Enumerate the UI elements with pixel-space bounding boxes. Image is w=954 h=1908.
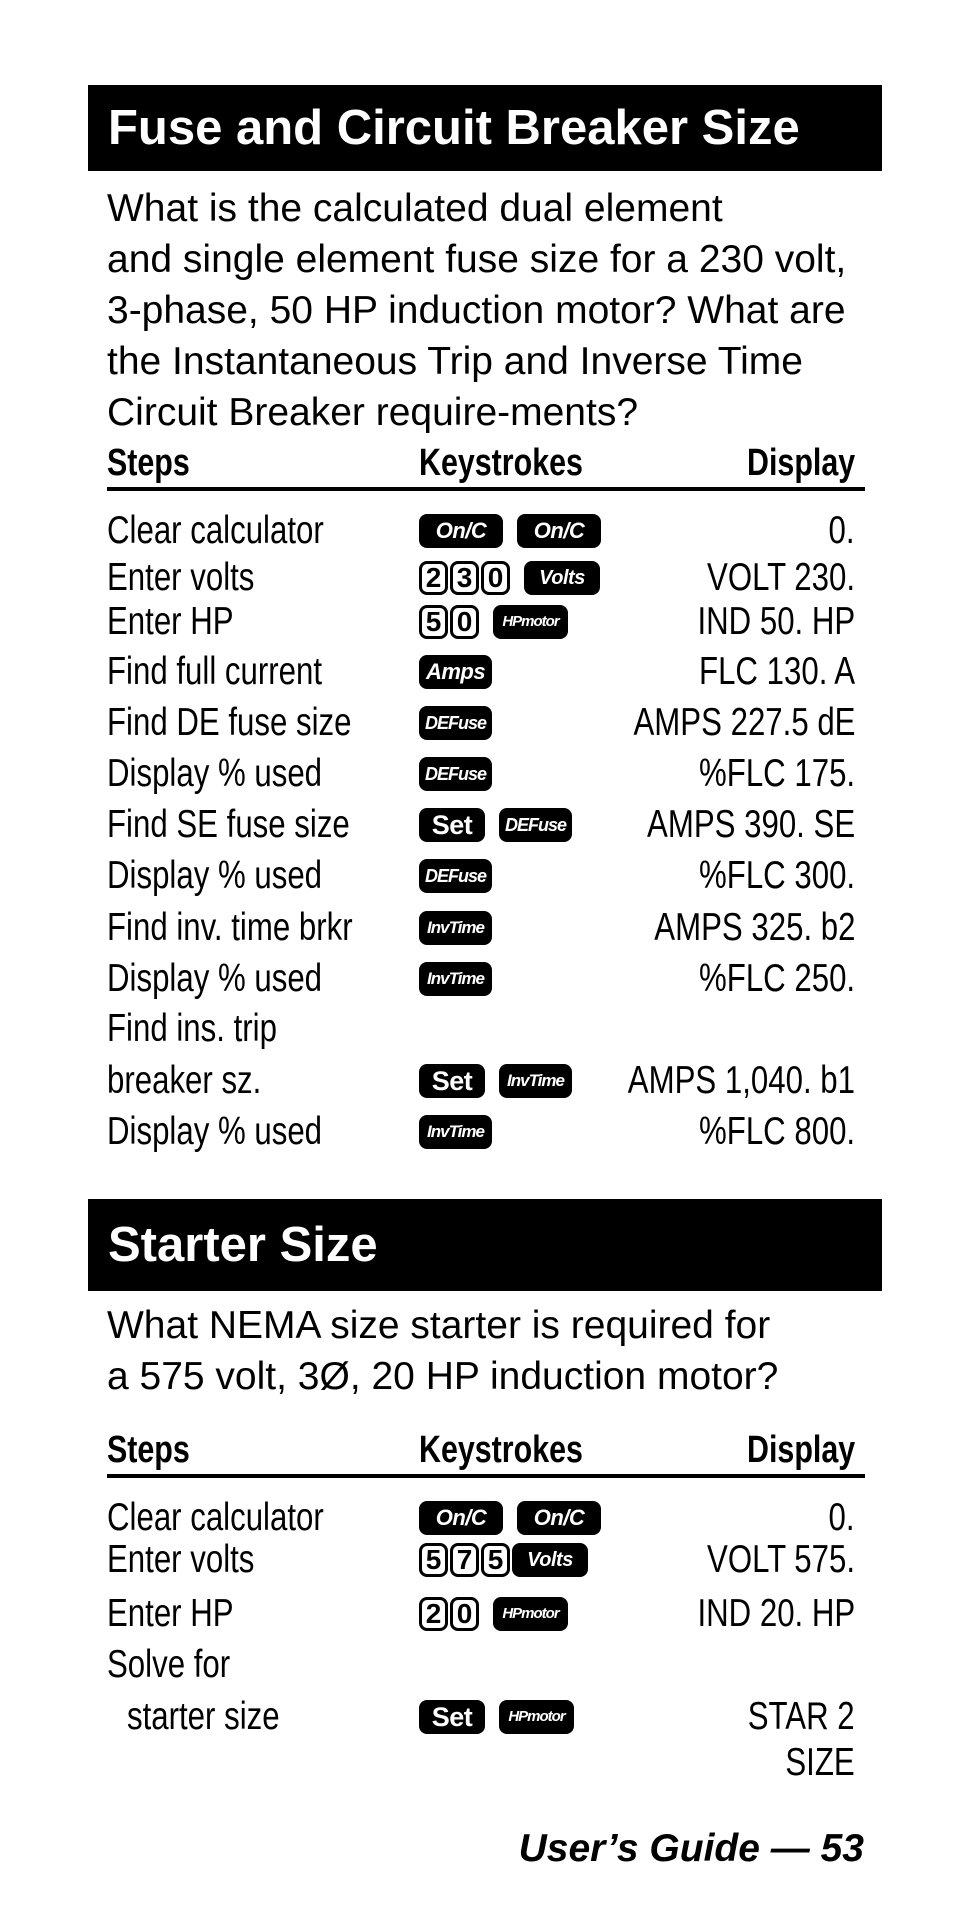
table-row: [0, 1058, 954, 1104]
table-row: [0, 956, 954, 1002]
digit-key: 5: [419, 605, 448, 639]
question-line: 3-phase, 50 HP induction motor? What are: [107, 289, 846, 332]
steps-table-header: [107, 1430, 865, 1478]
display-value: AMPS 325. b2: [653, 906, 855, 949]
step-label: Find full current: [107, 650, 323, 693]
step-label: Enter HP: [107, 1592, 234, 1635]
inv-time-key: InvTime: [419, 962, 492, 996]
digit-key: 5: [419, 1543, 448, 1577]
on-c-key: On/C: [419, 514, 503, 548]
step-label: Display % used: [107, 957, 323, 1000]
table-row: [0, 1591, 954, 1637]
step-label: Find DE fuse size: [107, 701, 352, 744]
keystrokes: [419, 755, 492, 793]
keystrokes-header: Keystrokes: [419, 442, 583, 484]
steps-header: Steps: [107, 442, 190, 484]
step-label: Clear calculator: [107, 509, 324, 552]
keystrokes: [419, 857, 492, 895]
display-value: %FLC 300.: [698, 854, 855, 897]
starter-size-title: Starter Size: [88, 1199, 882, 1291]
display-value: IND 20. HP: [697, 1592, 855, 1635]
digit-keys: [419, 1543, 510, 1577]
display-value: VOLT 575.: [706, 1538, 855, 1581]
table-row: [0, 649, 954, 695]
fuse-breaker-question: [107, 183, 863, 438]
display-value: AMPS 390. SE: [646, 803, 855, 846]
hp-motor-key: HPmotor: [493, 1597, 568, 1631]
display-header: Display: [746, 442, 855, 484]
steps-header: Steps: [107, 1429, 190, 1471]
step-label: breaker sz.: [107, 1059, 262, 1102]
keystrokes: [419, 1595, 568, 1633]
de-fuse-key: DEFuse: [419, 859, 492, 893]
digit-key: 3: [450, 561, 479, 595]
display-value: %FLC 800.: [698, 1110, 855, 1153]
step-label: Display % used: [107, 854, 323, 897]
question-line: and single element fuse size for a 230 volt,: [107, 238, 847, 281]
digit-key: 0: [450, 1597, 479, 1631]
keystrokes: [419, 603, 568, 641]
inv-time-key: InvTime: [499, 1064, 572, 1098]
display-value: SIZE: [785, 1741, 855, 1784]
hp-motor-key: HPmotor: [493, 605, 568, 639]
fuse-breaker-title: Fuse and Circuit Breaker Size: [88, 85, 882, 171]
volts-key: Volts: [512, 1543, 588, 1577]
keystrokes: [419, 1499, 601, 1537]
table-row: [0, 751, 954, 797]
set-key: Set: [419, 1064, 485, 1098]
step-label: Solve for: [107, 1643, 231, 1686]
table-row: [0, 555, 954, 601]
table-row: [0, 905, 954, 951]
on-c-key: On/C: [517, 1501, 601, 1535]
question-line: What is the calculated dual element: [107, 187, 723, 230]
table-row: [0, 1006, 954, 1052]
display-value: %FLC 175.: [698, 752, 855, 795]
on-c-key: On/C: [419, 1501, 503, 1535]
table-row: [0, 1537, 954, 1583]
keystrokes: [419, 559, 600, 597]
step-label: Find inv. time brkr: [107, 906, 353, 949]
display-header: Display: [746, 1429, 855, 1471]
table-row: [0, 1740, 954, 1786]
step-label: Find ins. trip: [107, 1007, 277, 1050]
display-value: VOLT 230.: [706, 556, 855, 599]
step-label: Display % used: [107, 752, 323, 795]
digit-keys: [419, 1597, 479, 1631]
question-line: What NEMA size starter is required for: [107, 1304, 771, 1347]
question-line: Circuit Breaker require-ments?: [107, 391, 639, 434]
question-line: a 575 volt, 3Ø, 20 HP induction motor?: [107, 1355, 779, 1398]
set-key: Set: [419, 808, 485, 842]
table-row: [0, 1495, 954, 1541]
display-value: FLC 130. A: [698, 650, 855, 693]
digit-key: 0: [450, 605, 479, 639]
digit-keys: [419, 561, 510, 595]
keystrokes: [419, 1062, 572, 1100]
page-footer: User’s Guide — 53: [518, 1827, 864, 1870]
table-row: [0, 802, 954, 848]
digit-key: 7: [450, 1543, 479, 1577]
table-row: [0, 1642, 954, 1688]
step-label: Enter volts: [107, 556, 255, 599]
keystrokes: [419, 1698, 574, 1736]
steps-table-header: [107, 443, 865, 491]
digit-key: 2: [419, 1597, 448, 1631]
keystrokes: [419, 909, 492, 947]
hp-motor-key: HPmotor: [499, 1700, 574, 1734]
display-value: AMPS 227.5 dE: [633, 701, 855, 744]
volts-key: Volts: [524, 561, 600, 595]
keystrokes: [419, 1113, 492, 1151]
table-row: [0, 1694, 954, 1740]
step-label: Clear calculator: [107, 1496, 324, 1539]
digit-key: 0: [481, 561, 510, 595]
keystrokes: [419, 806, 572, 844]
keystrokes: [419, 512, 601, 550]
keystrokes-header: Keystrokes: [419, 1429, 583, 1471]
display-value: IND 50. HP: [697, 600, 855, 643]
display-value: %FLC 250.: [698, 957, 855, 1000]
digit-key: 5: [481, 1543, 510, 1577]
step-label: Enter HP: [107, 600, 234, 643]
table-row: [0, 599, 954, 645]
display-value: AMPS 1,040. b1: [627, 1059, 855, 1102]
question-line: the Instantaneous Trip and Inverse Time: [107, 340, 803, 383]
keystrokes: [419, 1541, 588, 1579]
step-label: Find SE fuse size: [107, 803, 350, 846]
de-fuse-key: DEFuse: [499, 808, 572, 842]
starter-size-question: [107, 1300, 863, 1402]
table-row: [0, 1109, 954, 1155]
inv-time-key: InvTime: [419, 1115, 492, 1149]
table-row: [0, 508, 954, 554]
digit-keys: [419, 605, 479, 639]
inv-time-key: InvTime: [419, 911, 492, 945]
step-label: starter size: [127, 1695, 280, 1738]
table-row: [0, 700, 954, 746]
set-key: Set: [419, 1700, 485, 1734]
de-fuse-key: DEFuse: [419, 757, 492, 791]
step-label: Display % used: [107, 1110, 323, 1153]
step-label: Enter volts: [107, 1538, 255, 1581]
display-value: STAR 2: [748, 1695, 855, 1738]
keystrokes: [419, 704, 492, 742]
display-value: 0.: [828, 509, 855, 552]
display-value: 0.: [828, 1496, 855, 1539]
keystrokes: [419, 653, 492, 691]
table-row: [0, 853, 954, 899]
on-c-key: On/C: [517, 514, 601, 548]
keystrokes: [419, 960, 492, 998]
digit-key: 2: [419, 561, 448, 595]
de-fuse-key: DEFuse: [419, 706, 492, 740]
amps-key: Amps: [419, 655, 492, 689]
